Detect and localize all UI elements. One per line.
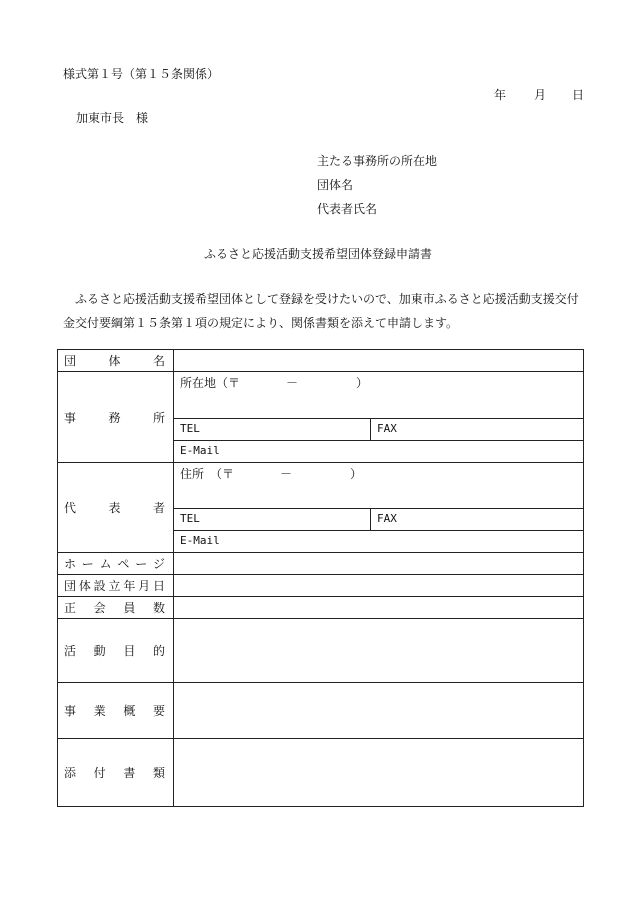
homepage-field[interactable]: [174, 553, 584, 575]
business-summary-field[interactable]: [174, 683, 584, 739]
office-location-label: 主たる事務所の所在地: [317, 154, 438, 168]
table-row-purpose: [58, 619, 584, 683]
business-summary-header: 事 業 概 要: [58, 683, 174, 739]
members-count-field[interactable]: [174, 597, 584, 619]
table-row-business: [58, 683, 584, 739]
group-name-header: 団 体 名: [58, 350, 174, 372]
founded-date-field[interactable]: [174, 575, 584, 597]
date-line: [494, 86, 586, 103]
office-header: 事 務 所: [58, 372, 174, 463]
representative-name-label: 代表者氏名: [317, 202, 378, 216]
office-email-field[interactable]: E-Mail: [174, 441, 584, 463]
date-year-label: 年: [494, 88, 507, 102]
office-fax-field[interactable]: FAX: [371, 419, 584, 441]
table-row-office-address: [58, 372, 584, 419]
rep-tel-field[interactable]: TEL: [174, 509, 371, 531]
table-row-group-name: [58, 350, 584, 372]
members-count-header: 正 会 員 数: [58, 597, 174, 619]
table-row-rep-address: [58, 463, 584, 509]
date-month-label: 月: [534, 88, 547, 102]
representative-header: 代 表 者: [58, 463, 174, 553]
activity-purpose-header: 活 動 目 的: [58, 619, 174, 683]
rep-email-field[interactable]: E-Mail: [174, 531, 584, 553]
table-row-founded: [58, 575, 584, 597]
office-tel-field[interactable]: TEL: [174, 419, 371, 441]
form-number: 様式第１号（第１５条関係）: [63, 67, 220, 81]
table-row-attachments: [58, 739, 584, 807]
document-title: ふるさと応援活動支援希望団体登録申請書: [204, 247, 433, 261]
table-row-homepage: [58, 553, 584, 575]
attachments-field[interactable]: [174, 739, 584, 807]
homepage-header: ホ ー ム ペ ー ジ: [58, 553, 174, 575]
founded-date-header: 団 体 設 立 年 月 日: [58, 575, 174, 597]
application-body-text: ふるさと応援活動支援希望団体として登録を受けたいので、加東市ふるさと応援活動支援交付金交付要綱第１５条第１項の規定により、関係書類を添えて申請します。: [63, 292, 579, 330]
table-row-members: [58, 597, 584, 619]
group-name-label: 団体名: [317, 178, 354, 192]
addressee: 加東市長 様: [76, 111, 149, 125]
date-day-label: 日: [572, 88, 585, 102]
rep-fax-field[interactable]: FAX: [371, 509, 584, 531]
activity-purpose-field[interactable]: [174, 619, 584, 683]
application-form-table: [57, 349, 584, 807]
group-name-field[interactable]: [174, 350, 584, 372]
attachments-header: 添 付 書 類: [58, 739, 174, 807]
rep-address-field[interactable]: 住所 （〒 － ）: [174, 463, 584, 509]
office-address-field[interactable]: 所在地（〒 － ）: [174, 372, 584, 419]
